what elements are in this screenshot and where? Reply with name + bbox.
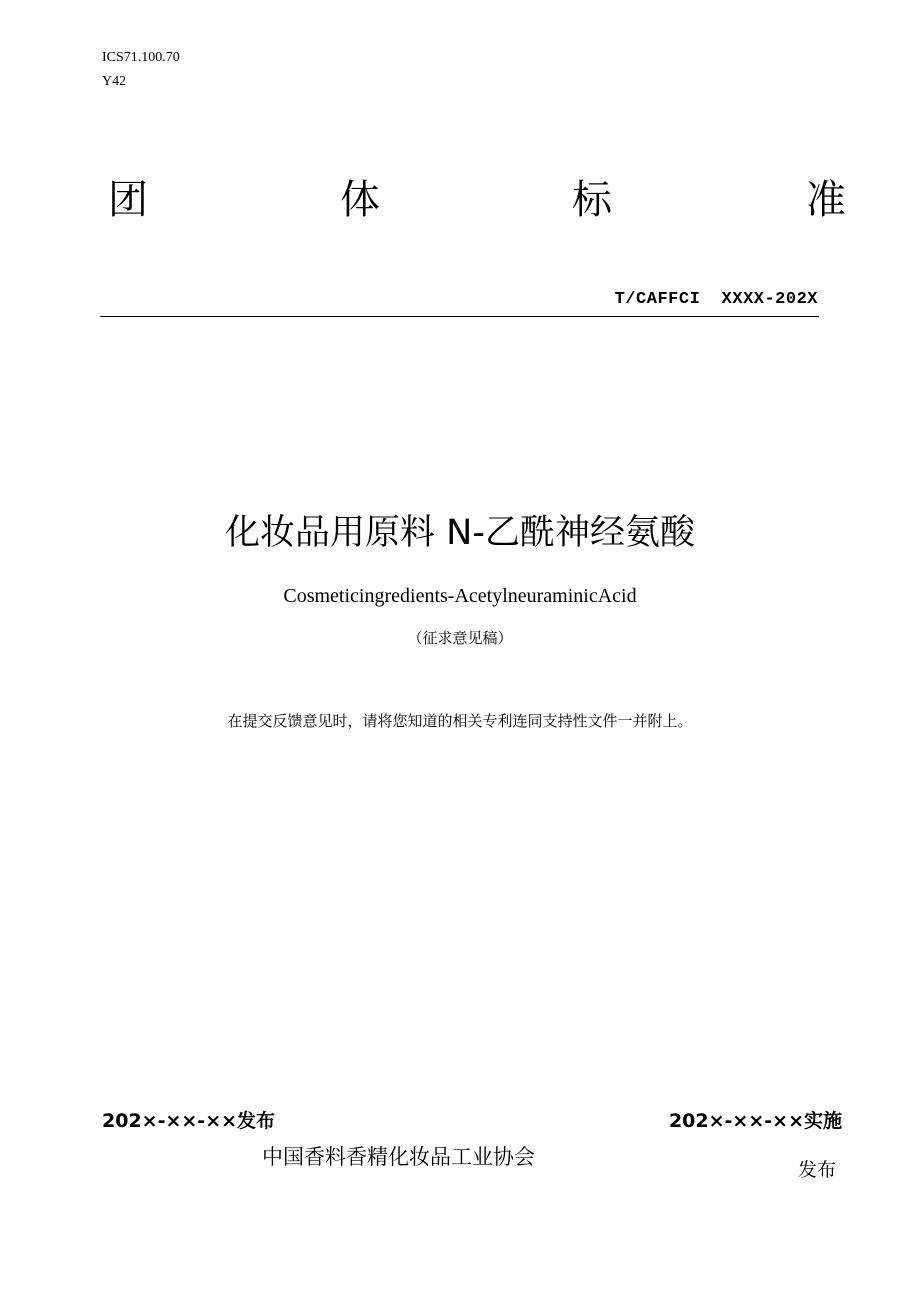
- implement-date: 202×-××-××实施: [668, 1110, 842, 1132]
- publish-date: 202×-××-××发布: [102, 1110, 276, 1132]
- issue-label: 发布: [797, 1159, 836, 1181]
- classification-code: Y42: [102, 74, 127, 89]
- standard-type-char-3: 标: [572, 177, 612, 223]
- header-rule: [100, 316, 819, 317]
- issuing-organization: 中国香料香精化妆品工业协会: [262, 1145, 535, 1169]
- standard-type-char-2: 体: [340, 177, 380, 223]
- document-title-en: Cosmeticingredients-AcetylneuraminicAcid: [283, 585, 637, 607]
- standard-number: T/CAFFCI XXXX-202X: [614, 290, 818, 309]
- standard-type-char-4: 准: [806, 177, 846, 223]
- standard-type-char-1: 团: [108, 177, 148, 223]
- patent-notice: 在提交反馈意见时，请将您知道的相关专利连同支持性文件一并附上。: [227, 714, 693, 730]
- ics-code: ICS71.100.70: [102, 50, 180, 65]
- draft-note: （征求意见稿）: [407, 631, 513, 647]
- document-title-cn: 化妆品用原料 N-乙酰神经氨酸: [225, 513, 695, 553]
